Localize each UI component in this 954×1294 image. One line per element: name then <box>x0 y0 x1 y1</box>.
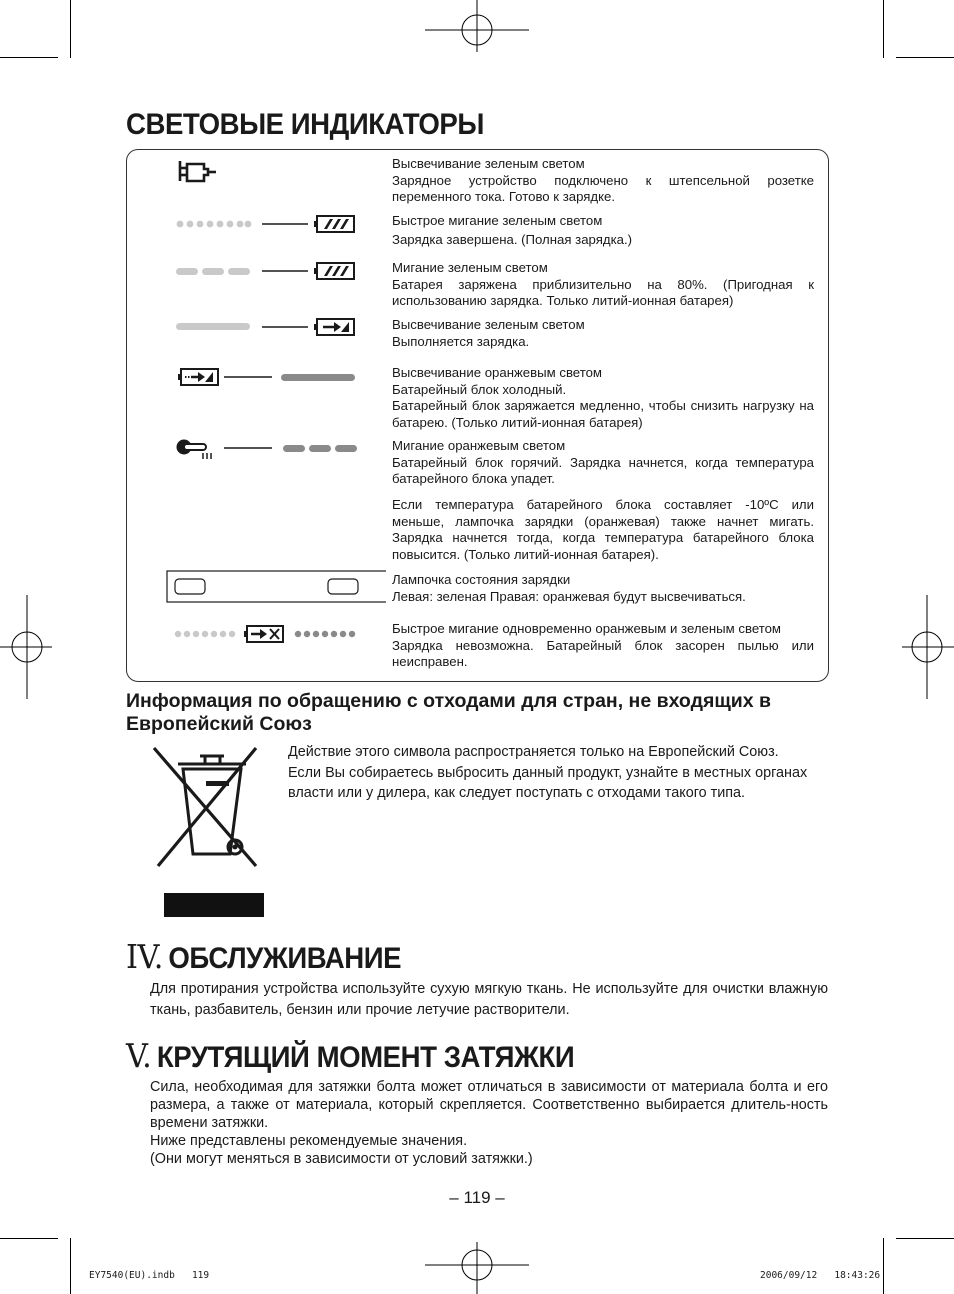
section-title-text: КРУТЯЩИЙ МОМЕНТ ЗАТЯЖКИ <box>156 1041 575 1074</box>
row-text: Выполняется зарядка. <box>392 333 530 349</box>
footer-timestamp: 2006/09/12 18:43:26 <box>760 1270 881 1281</box>
section-numeral: V. <box>126 1036 152 1075</box>
footer-file: EY7540(EU).indb 119 <box>89 1270 210 1281</box>
indicator-row-1 <box>392 156 814 206</box>
torque-line-3: (Они могут меняться в зависимости от условий затяжки.) <box>150 1151 533 1167</box>
row-heading: Мигание зеленым светом <box>392 260 548 275</box>
black-bar <box>164 893 264 917</box>
row-text: Зарядка завершена. (Полная зарядка.) <box>392 231 633 247</box>
thermometer-hot-icon <box>177 440 212 460</box>
torque-text <box>150 1078 828 1168</box>
row-heading: Лампочка состояния зарядки <box>392 572 571 587</box>
indicator-row-3 <box>392 260 814 310</box>
indicator-icons <box>126 149 386 680</box>
indicator-row-5 <box>392 365 814 431</box>
battery-error-icon <box>244 626 283 642</box>
battery-cold-icon <box>178 369 218 385</box>
row-text: Батарейный блок холодный. <box>392 381 567 397</box>
torque-title <box>126 1036 574 1075</box>
row-text: Если температура батарейного блока составляет -10ºC или меньше, лампочка зарядки (оранжевая) также начнет мигать. Зарядка начнется тогда, когда температура батарейного блока повысится. (Только литий-ионная батарея). <box>392 497 814 562</box>
indicator-row-9 <box>392 621 814 671</box>
section-numeral: IV. <box>126 937 163 976</box>
crossed-out-bin-icon <box>150 742 270 922</box>
plug-icon <box>180 161 216 181</box>
indicator-row-7 <box>392 497 814 563</box>
maintenance-title <box>126 937 401 976</box>
indicators-title: СВЕТОВЫЕ ИНДИКАТОРЫ <box>126 108 484 141</box>
indicator-row-2 <box>392 213 814 248</box>
slow-flash-dashes <box>176 268 250 275</box>
battery-full-icon <box>314 216 354 232</box>
row-text: Зарядка невозможна. Батарейный блок засорен пылью или неисправен. <box>392 637 814 669</box>
battery-full-icon <box>314 263 354 279</box>
row-text: Батарейный блок горячий. Зарядка начнется, когда температура батарейного блока упадет. <box>392 454 814 486</box>
battery-charging-icon <box>314 319 354 335</box>
torque-paragraph-1: Сила, необходимая для затяжки болта может отличаться в зависимости от материала болта и его размера, а также от материала, который скрепляется. Соответственно выбирается длитель-ность времени затяжки. <box>150 1079 828 1131</box>
section-title-text: ОБСЛУЖИВАНИЕ <box>168 942 402 975</box>
row-heading: Высвечивание оранжевым светом <box>392 365 602 380</box>
row-text: Левая: зеленая Правая: оранжевая будут высвечиваться. <box>392 588 746 604</box>
left-lamp <box>175 579 205 594</box>
row-heading: Высвечивание зеленым светом <box>392 156 585 171</box>
fast-flash-dots-green <box>175 631 235 637</box>
right-lamp <box>328 579 358 594</box>
page-number: – 119 – <box>449 1188 505 1207</box>
row-heading: Быстрое мигание зеленым светом <box>392 213 603 228</box>
row-heading: Быстрое мигание одновременно оранжевым и зеленым светом <box>392 621 782 636</box>
maintenance-text: Для протирания устройства используйте сухую мягкую ткань. Не используйте для очистки влажную ткань, разбавитель, бензин или прочие летучие растворители. <box>150 981 828 1018</box>
orange-blink-dashes <box>283 445 357 452</box>
waste-paragraph-2: Если Вы собираетесь выбросить данный продукт, узнайте в местных органах власти или у дилера, как следует поступать с отходами такого типа. <box>288 764 808 801</box>
fast-flash-dots-orange <box>295 631 355 637</box>
row-text: Батарейный блок заряжается медленно, чтобы снизить нагрузку на батарею. (Только литий-ионная батарея) <box>392 398 814 430</box>
solid-light-bar <box>176 323 250 330</box>
waste-paragraph-1: Действие этого символа распространяется только на Европейский Союз. <box>288 744 779 760</box>
row-text: Батарея заряжена приблизительно на 80%. (Пригодная к использованию зарядка. Только литий-ионная батарея) <box>392 276 814 308</box>
torque-line-2: Ниже представлены рекомендуемые значения. <box>150 1133 468 1149</box>
waste-title: Информация по обращению с отходами для стран, не входящих в Европейский Союз <box>126 690 772 735</box>
fast-flash-dots <box>177 221 252 228</box>
row-text: Зарядное устройство подключено к штепсельной розетке переменного тока. Готово к зарядке. <box>392 172 814 204</box>
indicator-row-4 <box>392 317 814 350</box>
waste-text <box>288 742 828 804</box>
indicator-row-6 <box>392 438 814 488</box>
row-heading: Высвечивание зеленым светом <box>392 317 585 332</box>
solid-orange-bar <box>281 374 355 381</box>
row-heading: Мигание оранжевым светом <box>392 438 566 453</box>
indicator-row-8 <box>392 572 814 605</box>
